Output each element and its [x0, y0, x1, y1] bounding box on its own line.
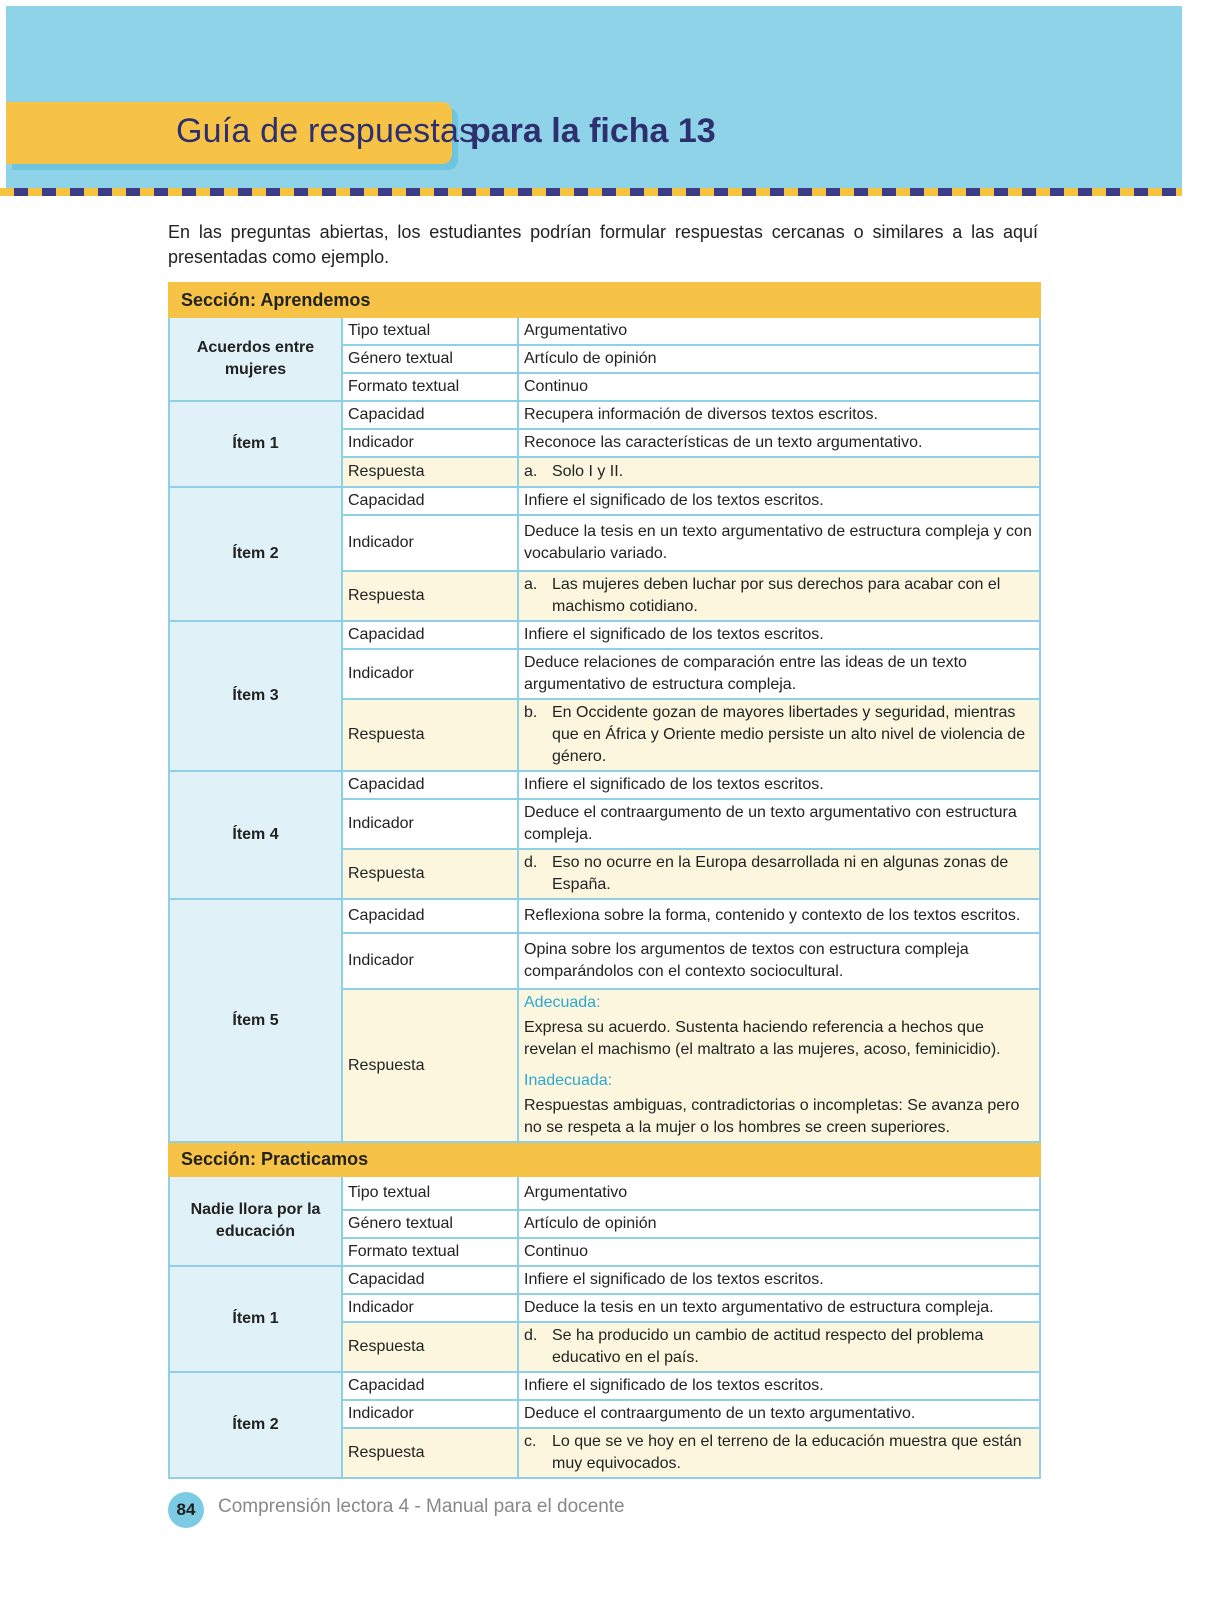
indicador-value: Opina sobre los argumentos de textos con estructura compleja comparándolos con el contexto sociocultural. — [518, 933, 1040, 989]
capacidad-value: Infiere el significado de los textos escritos. — [518, 487, 1040, 515]
adecuada-text: Expresa su acuerdo. Sustenta haciendo referencia a hechos que revelan el machismo (el maltrato a las mujeres, acoso, feminicidio). — [524, 1019, 1001, 1058]
respuesta-value — [518, 1428, 1040, 1478]
row-label: Capacidad — [342, 771, 518, 799]
option-text: Se ha producido un cambio de actitud respecto del problema educativo en el país. — [552, 1327, 984, 1366]
capacidad-value: Infiere el significado de los textos escritos. — [518, 1372, 1040, 1400]
indicador-value: Deduce el contraargumento de un texto argumentativo con estructura compleja. — [518, 799, 1040, 849]
item-name: Ítem 2 — [169, 487, 342, 621]
page-title: Guía de respuestas — [176, 112, 477, 150]
section-header — [169, 1142, 1040, 1176]
row-label: Respuesta — [342, 1428, 518, 1478]
indicador-value: Deduce la tesis en un texto argumentativo de estructura compleja. — [518, 1294, 1040, 1322]
capacidad-value: Reflexiona sobre la forma, contenido y contexto de los textos escritos. — [518, 899, 1040, 933]
option-text: En Occidente gozan de mayores libertades y seguridad, mientras que en África y Oriente medio persiste un alto nivel de violencia de género. — [552, 704, 1026, 765]
respuesta-value — [518, 457, 1040, 487]
respuesta-value — [518, 571, 1040, 621]
item-name: Ítem 2 — [169, 1372, 342, 1478]
option-letter: c. — [524, 1433, 537, 1450]
indicador-value: Deduce relaciones de comparación entre las ideas de un texto argumentativo de estructura compleja. — [518, 649, 1040, 699]
row-label: Indicador — [342, 649, 518, 699]
capacidad-value: Infiere el significado de los textos escritos. — [518, 621, 1040, 649]
option-text: Solo I y II. — [552, 463, 624, 480]
row-label: Tipo textual — [342, 317, 518, 345]
page-subtitle: para la ficha 13 — [470, 112, 716, 150]
item-name: Ítem 4 — [169, 771, 342, 899]
indicador-value: Deduce la tesis en un texto argumentativo de estructura compleja y con vocabulario variado. — [518, 515, 1040, 571]
row-label: Género textual — [342, 345, 518, 373]
row-label: Capacidad — [342, 1372, 518, 1400]
indicador-value: Reconoce las características de un texto argumentativo. — [518, 429, 1040, 457]
row-label: Indicador — [342, 515, 518, 571]
row-label: Respuesta — [342, 571, 518, 621]
row-label: Capacidad — [342, 1266, 518, 1294]
capacidad-value: Infiere el significado de los textos escritos. — [518, 771, 1040, 799]
row-label: Género textual — [342, 1210, 518, 1238]
capacidad-value: Recupera información de diversos textos escritos. — [518, 401, 1040, 429]
row-label: Indicador — [342, 933, 518, 989]
row-value: Continuo — [518, 373, 1040, 401]
adecuada-label: Adecuada: — [524, 994, 601, 1011]
row-label: Respuesta — [342, 849, 518, 899]
option-letter: b. — [524, 704, 538, 721]
indicador-value: Deduce el contraargumento de un texto argumentativo. — [518, 1400, 1040, 1428]
text-name: Nadie llora por la educación — [169, 1176, 342, 1266]
inadecuada-text: Respuestas ambiguas, contradictorias o incompletas: Se avanza pero no se respeta a la mujer o los hombres se creen superiores. — [524, 1097, 1020, 1136]
row-value: Argumentativo — [518, 317, 1040, 345]
intro-paragraph: En las preguntas abiertas, los estudiantes podrían formular respuestas cercanas o similares a las aquí presentadas como ejemplo. — [168, 222, 1038, 267]
row-label: Capacidad — [342, 899, 518, 933]
row-label: Respuesta — [342, 1322, 518, 1372]
respuesta-value — [518, 699, 1040, 771]
section-header — [169, 283, 1040, 317]
item-name: Ítem 1 — [169, 1266, 342, 1372]
footer-text: Comprensión lectora 4 - Manual para el docente — [218, 1496, 625, 1517]
decorative-stripe — [0, 188, 1182, 196]
item-name: Ítem 5 — [169, 899, 342, 1142]
row-value: Continuo — [518, 1238, 1040, 1266]
row-label: Capacidad — [342, 487, 518, 515]
option-letter: a. — [524, 576, 538, 593]
row-label: Indicador — [342, 1400, 518, 1428]
inadecuada-label: Inadecuada: — [524, 1072, 613, 1089]
text-name: Acuerdos entre mujeres — [169, 317, 342, 401]
header-banner — [6, 6, 1182, 194]
option-letter: d. — [524, 854, 538, 871]
section-title: Sección: Practicamos — [169, 1142, 1040, 1176]
row-label: Respuesta — [342, 989, 518, 1142]
row-label: Capacidad — [342, 401, 518, 429]
capacidad-value: Infiere el significado de los textos escritos. — [518, 1266, 1040, 1294]
row-label: Indicador — [342, 799, 518, 849]
row-label: Respuesta — [342, 699, 518, 771]
row-label: Respuesta — [342, 457, 518, 487]
row-value: Artículo de opinión — [518, 1210, 1040, 1238]
respuesta-value — [518, 849, 1040, 899]
row-label: Formato textual — [342, 1238, 518, 1266]
option-text: Eso no ocurre en la Europa desarrollada ni en algunas zonas de España. — [552, 854, 1009, 893]
row-label: Formato textual — [342, 373, 518, 401]
page-number: 84 — [168, 1492, 204, 1528]
option-letter: d. — [524, 1327, 538, 1344]
respuesta-value — [518, 989, 1040, 1142]
respuesta-value — [518, 1322, 1040, 1372]
option-letter: a. — [524, 463, 538, 480]
answers-table — [168, 282, 1041, 1479]
row-value: Argumentativo — [518, 1176, 1040, 1210]
row-label: Capacidad — [342, 621, 518, 649]
option-text: Las mujeres deben luchar por sus derechos para acabar con el machismo cotidiano. — [552, 576, 1001, 615]
option-text: Lo que se ve hoy en el terreno de la educación muestra que están muy equivocados. — [552, 1433, 1022, 1472]
row-value: Artículo de opinión — [518, 345, 1040, 373]
row-label: Indicador — [342, 1294, 518, 1322]
section-title: Sección: Aprendemos — [169, 283, 1040, 317]
item-name: Ítem 1 — [169, 401, 342, 487]
row-label: Indicador — [342, 429, 518, 457]
row-label: Tipo textual — [342, 1176, 518, 1210]
item-name: Ítem 3 — [169, 621, 342, 771]
